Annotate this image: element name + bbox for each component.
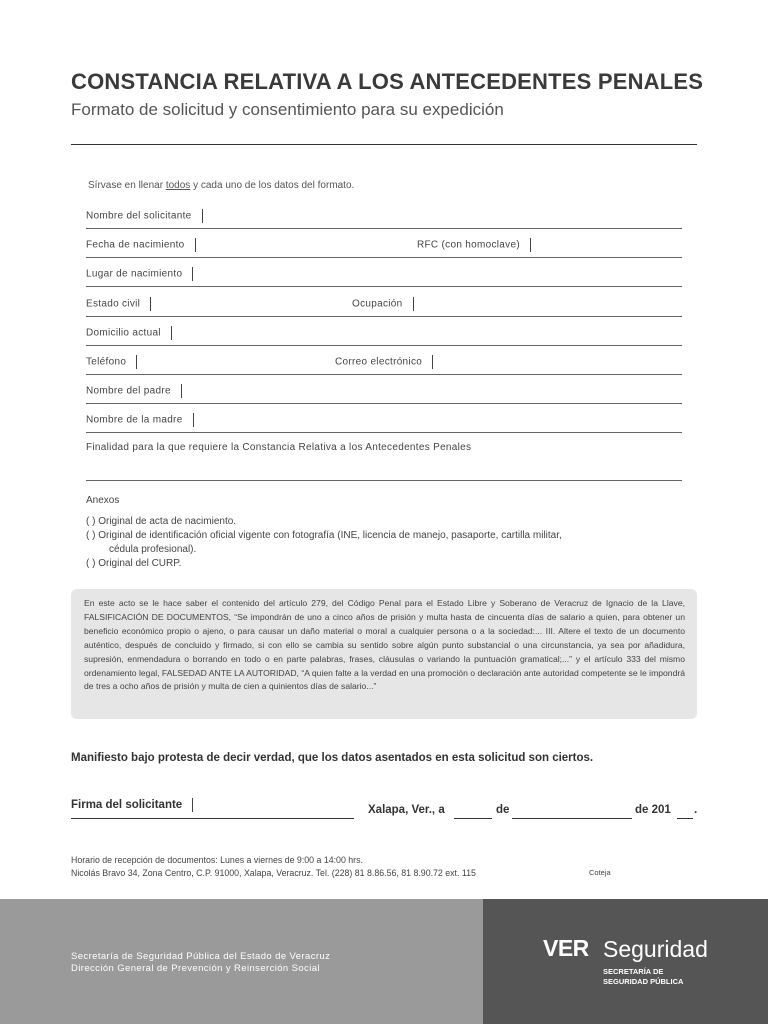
text-cursor-icon [192,798,193,812]
correo-label: Correo electrónico [335,356,423,368]
footer-secretaria: Secretaría de Seguridad Pública del Estado de Veracruz [71,951,331,962]
nombre-field[interactable] [86,209,203,223]
text-cursor-icon [193,413,194,427]
header-divider [71,144,697,145]
horario-text: Horario de recepción de documentos: Lunes a viernes de 9:00 a 14:00 hrs. [71,855,363,865]
declaration-statement: Manifiesto bajo protesta de decir verdad, que los datos asentados en esta solicitud son ciertos. [71,752,594,764]
madre-field[interactable] [86,413,194,427]
text-cursor-icon [150,297,151,311]
field-row-estado-ocupacion[interactable] [86,294,682,317]
dia-field[interactable] [454,818,492,819]
direccion-text: Nicolás Bravo 34, Zona Centro, C.P. 91000, Xalapa, Veracruz. Tel. (228) 81 8.86.56, 81 8.90.72 ext. 115 [71,868,476,878]
anexos-title: Anexos [86,495,120,506]
intro-text-end: y cada uno de los datos del formato. [190,180,355,191]
text-cursor-icon [181,384,182,398]
nombre-label: Nombre del solicitante [86,210,192,222]
padre-field[interactable] [86,384,182,398]
logo-subtitle [603,967,683,987]
form-instructions [88,180,354,191]
field-row-lugar[interactable] [86,264,682,287]
anio-field[interactable] [677,818,693,819]
lugar-label: Lugar de nacimiento [86,268,183,280]
field-row-madre[interactable] [86,410,682,433]
anio-text: de 201 [635,804,671,816]
intro-text-emphasis: todos [165,180,191,191]
madre-label: Nombre de la madre [86,414,183,426]
lugar-fecha-text: Xalapa, Ver., a [368,804,445,816]
anexo-identificacion-cont: cédula profesional). [109,544,197,555]
mes-field[interactable] [512,818,632,819]
telefono-label: Teléfono [86,356,127,368]
field-row-nombre[interactable] [86,206,682,229]
correo-field[interactable] [335,355,433,369]
text-cursor-icon [202,209,203,223]
field-row-domicilio[interactable] [86,323,682,346]
domicilio-field[interactable] [86,326,172,340]
field-row-fecha-rfc[interactable] [86,235,682,258]
ver-logo-mark: VER [543,935,589,961]
text-cursor-icon [530,238,531,252]
firma-label [71,798,193,812]
firma-text: Firma del solicitante [71,799,183,812]
anexo-identificacion-checkbox[interactable]: ( ) Original de identificación oficial vigente con fotografía (INE, licencia de manejo, pasaporte, cartilla militar, [86,530,562,541]
coteja-text: Coteja [589,868,611,877]
estado-civil-field[interactable] [86,297,151,311]
legal-notice-text: En este acto se le hace saber el contenido del artículo 279, del Código Penal para el Estado Libre y Soberano de Veracruz de Ignacio de la Llave, FALSIFICACIÓN DE DOCUMENTOS, “Se impondrán de uno a cinco años de prisión y multa hasta de cincuenta días de salario a quien, para obtener un beneficio económico propio o ajeno, o para causar un daño material o moral a cualquier persona o a la sociedad:... III. Altere el texto de un documento auténtico, después de concluido y firmado, si con ello se cambia su sentido sobre algún punto substancial o una circunstancia, ya sea por añadidura, supresión, enmendadura o borrando en todo o en parte palabras, frases, cláusulas o variando la puntuación gramatical;...” y el artículo 333 del mismo ordenamiento legal, FALSEDAD ANTE LA AUTORIDAD, “A quien falte a la verdad en una promoción o declaración ante autoridad competente se le impondrá de tres a ocho años de prisión y multa de cien a quinientos días de salario...” [84,598,685,692]
page-title: CONSTANCIA RELATIVA A LOS ANTECEDENTES PENALES [71,69,704,94]
footer-direccion: Dirección General de Prevención y Reinserción Social [71,963,320,974]
text-cursor-icon [136,355,137,369]
seguridad-logo-text: Seguridad [603,936,708,962]
field-row-finalidad[interactable] [86,440,682,481]
telefono-field[interactable] [86,355,137,369]
text-cursor-icon [171,326,172,340]
anio-punto: . [694,804,698,816]
de-text: de [496,804,510,816]
rfc-label: RFC (con homoclave) [417,239,520,251]
domicilio-label: Domicilio actual [86,327,161,339]
anexo-curp-checkbox[interactable]: ( ) Original del CURP. [86,558,182,569]
fecha-nacimiento-field[interactable] [86,238,196,252]
padre-label: Nombre del padre [86,385,171,397]
text-cursor-icon [195,238,196,252]
logo-sub-line2: SEGURIDAD PÚBLICA [603,977,684,986]
text-cursor-icon [413,297,414,311]
field-row-padre[interactable] [86,381,682,404]
logo-sub-line1: SECRETARÍA DE [603,967,664,976]
estado-civil-label: Estado civil [86,298,141,310]
anexo-acta-checkbox[interactable]: ( ) Original de acta de nacimiento. [86,516,237,527]
lugar-nacimiento-field[interactable] [86,267,193,281]
field-row-telefono-correo[interactable] [86,352,682,375]
ocupacion-label: Ocupación [352,298,403,310]
ocupacion-field[interactable] [352,297,414,311]
page-subtitle: Formato de solicitud y consentimiento para su expedición [71,100,504,119]
rfc-field[interactable] [417,238,531,252]
text-cursor-icon [192,267,193,281]
fecha-label: Fecha de nacimiento [86,239,185,251]
intro-text-start: Sírvase en llenar [88,180,166,191]
finalidad-label: Finalidad para la que requiere la Constancia Relativa a los Antecedentes Penales [86,442,472,453]
text-cursor-icon [432,355,433,369]
firma-signature-line[interactable] [71,818,354,819]
